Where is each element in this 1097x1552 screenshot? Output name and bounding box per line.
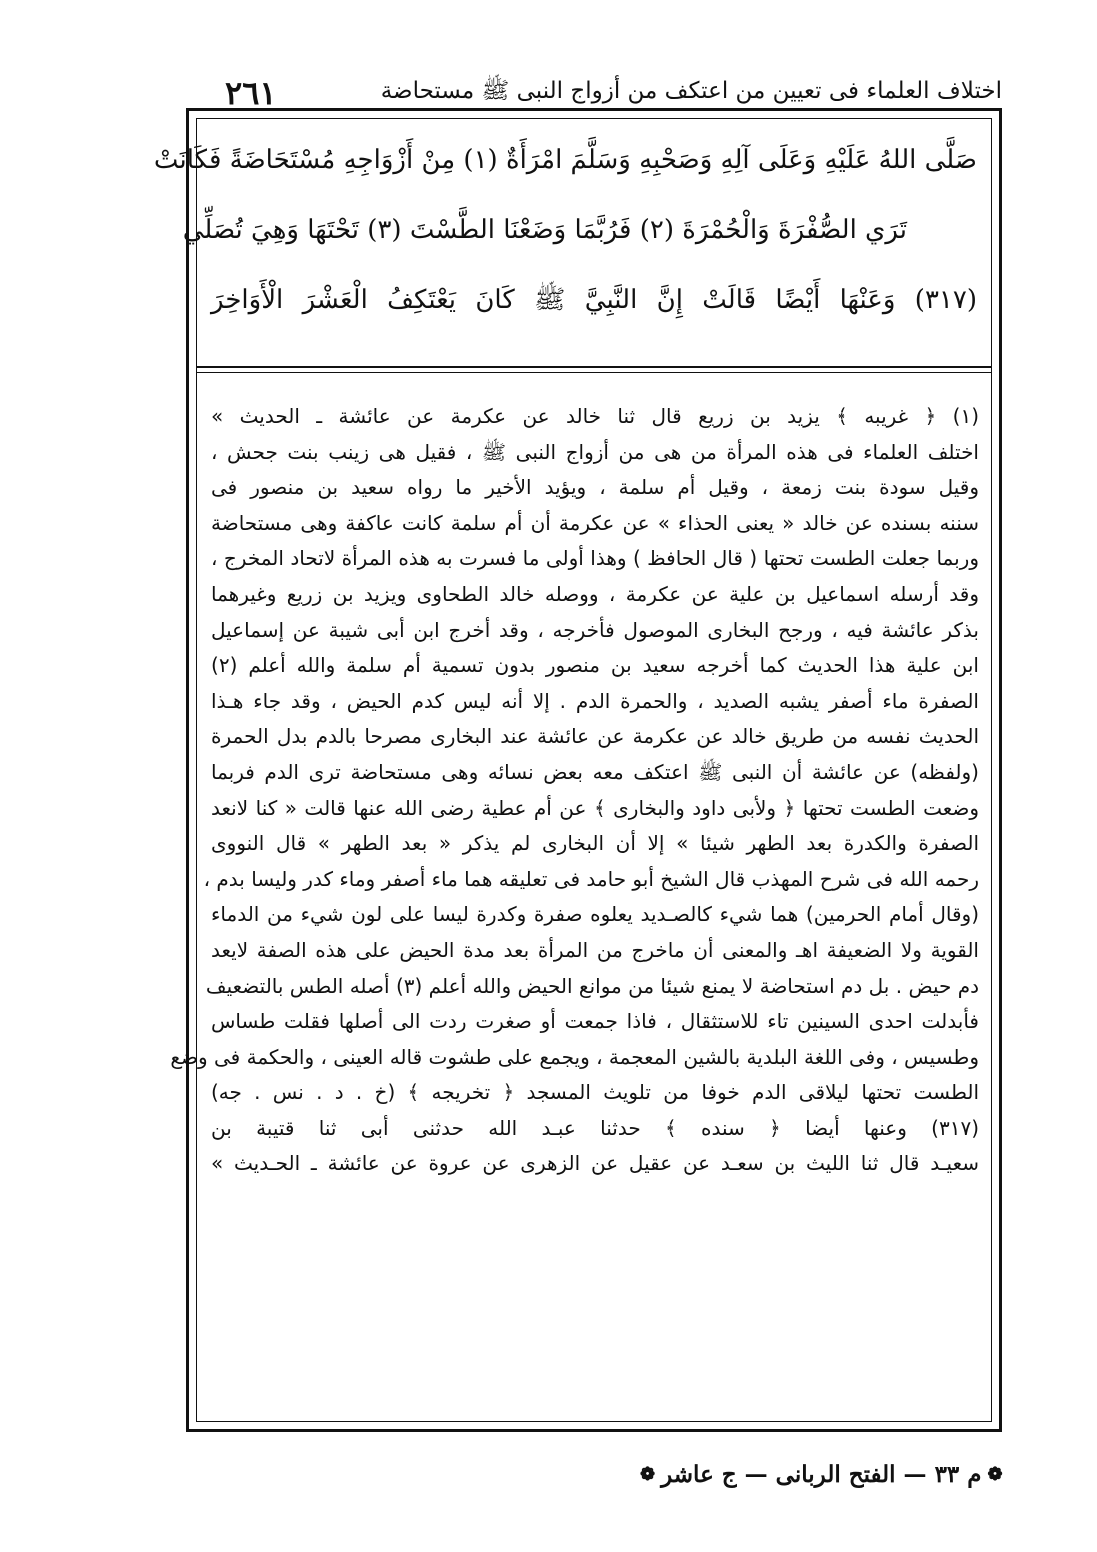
commentary-line: وقد أرسله اسماعيل بن علية عن عكرمة ، ووصله خالد الطحاوى ويزيد بن زريع وغيرهما — [211, 581, 979, 606]
commentary-notes — [170, 399, 979, 1182]
page-footer — [640, 1454, 1003, 1494]
commentary-line: القوية ولا الضعيفة اهـ والمعنى أن ماخرج من المرأة بعد مدة الحيض على هذه الصفة لايعد — [211, 937, 979, 962]
hadith-line: صَلَّى اللهُ عَلَيْهِ وَعَلَى آلِهِ وَصَحْبِهِ وَسَلَّمَ امْرَأَةٌ (١) مِنْ أَزْوَاجِهِ مُسْتَحَاضَةً فَكَانَتْ — [153, 145, 977, 175]
commentary-line: الصفرة والكدرة بعد الطهر شيئا » إلا أن البخارى لم يذكر « بعد الطهر » قال النووى — [211, 831, 979, 856]
ornament-icon: ❁ — [640, 1463, 656, 1485]
running-title: اختلاف العلماء فى تعيين من اعتكف من أزواج النبى ﷺ مستحاضة — [380, 78, 1002, 104]
commentary-line: (١) ﴿ غريبه ﴾ يزيد بن زريع قال ثنا خالد عن عكرمة عن عائشة ـ الحديث » — [211, 404, 979, 428]
commentary-line: ابن علية هذا الحديث كما أخرجه سعيد بن منصور بدون تسمية أم سلمة والله أعلم (٢) — [211, 653, 979, 678]
commentary-line: دم حيض . بل دم استحاضة لا يمنع شيئا من موانع الحيض والله أعلم (٣) أصله الطس بالتضعيف — [205, 973, 979, 998]
commentary-line: سعيـد قال ثنا الليث بن سعـد عن عقيل عن الزهرى عن عروة عن عائشة ـ الحـديث » — [211, 1151, 979, 1176]
commentary-line: فأبدلت احدى السينين تاء للاستثقال ، فاذا جمعت أو صغرت ردت الى أصلها فقلت طساس — [211, 1009, 979, 1034]
ornament-icon: ❁ — [987, 1463, 1003, 1485]
commentary-line: سننه بسنده عن خالد « يعنى الحذاء » عن عكرمة أن أم سلمة كانت عاكفة وهى مستحاضة — [211, 510, 979, 535]
footer-signature: م ٣٣ — الفتح الربانى — ج عاشر — [661, 1460, 982, 1488]
commentary-line: (٣١٧) وعنها أيضا ﴿ سنده ﴾ حدثنا عبـد الله حدثنى أبى ثنا قتيبة بن — [211, 1115, 979, 1140]
commentary-line: الطست تحتها ليلاقى الدم خوفا من تلويث المسجد ﴿ تخريجه ﴾ (خ . د . نس . جه) — [211, 1080, 979, 1105]
commentary-line: اختلف العلماء فى هذه المرأة من هى من أزواج النبى ﷺ ، فقيل هى زينب بنت جحش ، — [211, 439, 979, 464]
commentary-line: وطسيس ، وفى اللغة البلدية بالشين المعجمة ، ويجمع على طشوت قاله العينى ، والحكمة فى وضع — [170, 1044, 979, 1069]
commentary-line: وضعت الطست تحتها ﴿ ولأبى داود والبخارى ﴾ عن أم عطية رضى الله عنها قالت « كنا لانعد — [211, 795, 979, 820]
section-divider — [197, 366, 991, 373]
hadith-line: تَرَي الصُّفْرَةَ وَالْحُمْرَةَ (٢) فَرُبَّمَا وَضَعْنَا الطَّسْتَ (٣) تَحْتَهَا وَهِيَ تُصَلِّي — [182, 215, 907, 245]
commentary-line: الصفرة ماء أصفر يشبه الصديد ، والحمرة الدم . إلا أنه ليس كدم الحيض ، وقد جاء هـذا — [211, 688, 979, 713]
commentary-line: الحديث نفسه من طريق خالد عن عكرمة عن عائشة عند البخارى مصرحا بالدم بدل الحمرة — [211, 724, 979, 749]
commentary-line: (وقال أمام الحرمين) هما شيء كالصـديد يعلوه صفرة وكدرة ليسا على لون شيء من الدماء — [211, 902, 979, 927]
commentary-line: (ولفظه) عن عائشة أن النبى ﷺ اعتكف معه بعض نسائه وهى مستحاضة ترى الدم فربما — [211, 759, 979, 784]
page-number: ٢٦١ — [225, 74, 277, 112]
hadith-line: (٣١٧) وَعَنْهَا أَيْضًا قَالَتْ إِنَّ النَّبِيَّ ﷺ كَانَ يَعْتَكِفُ الْعَشْرَ الْأَوَاخِرَ — [211, 285, 977, 315]
commentary-line: وربما جعلت الطست تحتها ( قال الحافظ ) وهذا أولى ما فسرت به هذه المرأة لاتحاد المخرج ، — [211, 546, 979, 571]
hadith-text — [153, 143, 977, 353]
commentary-line: رحمه الله فى شرح المهذب قال الشيخ أبو حامد فى تعليقه هما ماء أصفر وماء كدر وليسا بدم ، — [203, 866, 979, 891]
commentary-line: وقيل سودة بنت زمعة ، وقيل أم سلمة ، ويؤيد الأخير ما رواه سعيد بن منصور فى — [211, 475, 979, 500]
text-frame — [153, 108, 1002, 1432]
commentary-line: بذكر عائشة فيه ، ورجح البخارى الموصول فأخرجه ، وقد أخرج ابن أبى شيبة عن إسماعيل — [211, 617, 979, 642]
